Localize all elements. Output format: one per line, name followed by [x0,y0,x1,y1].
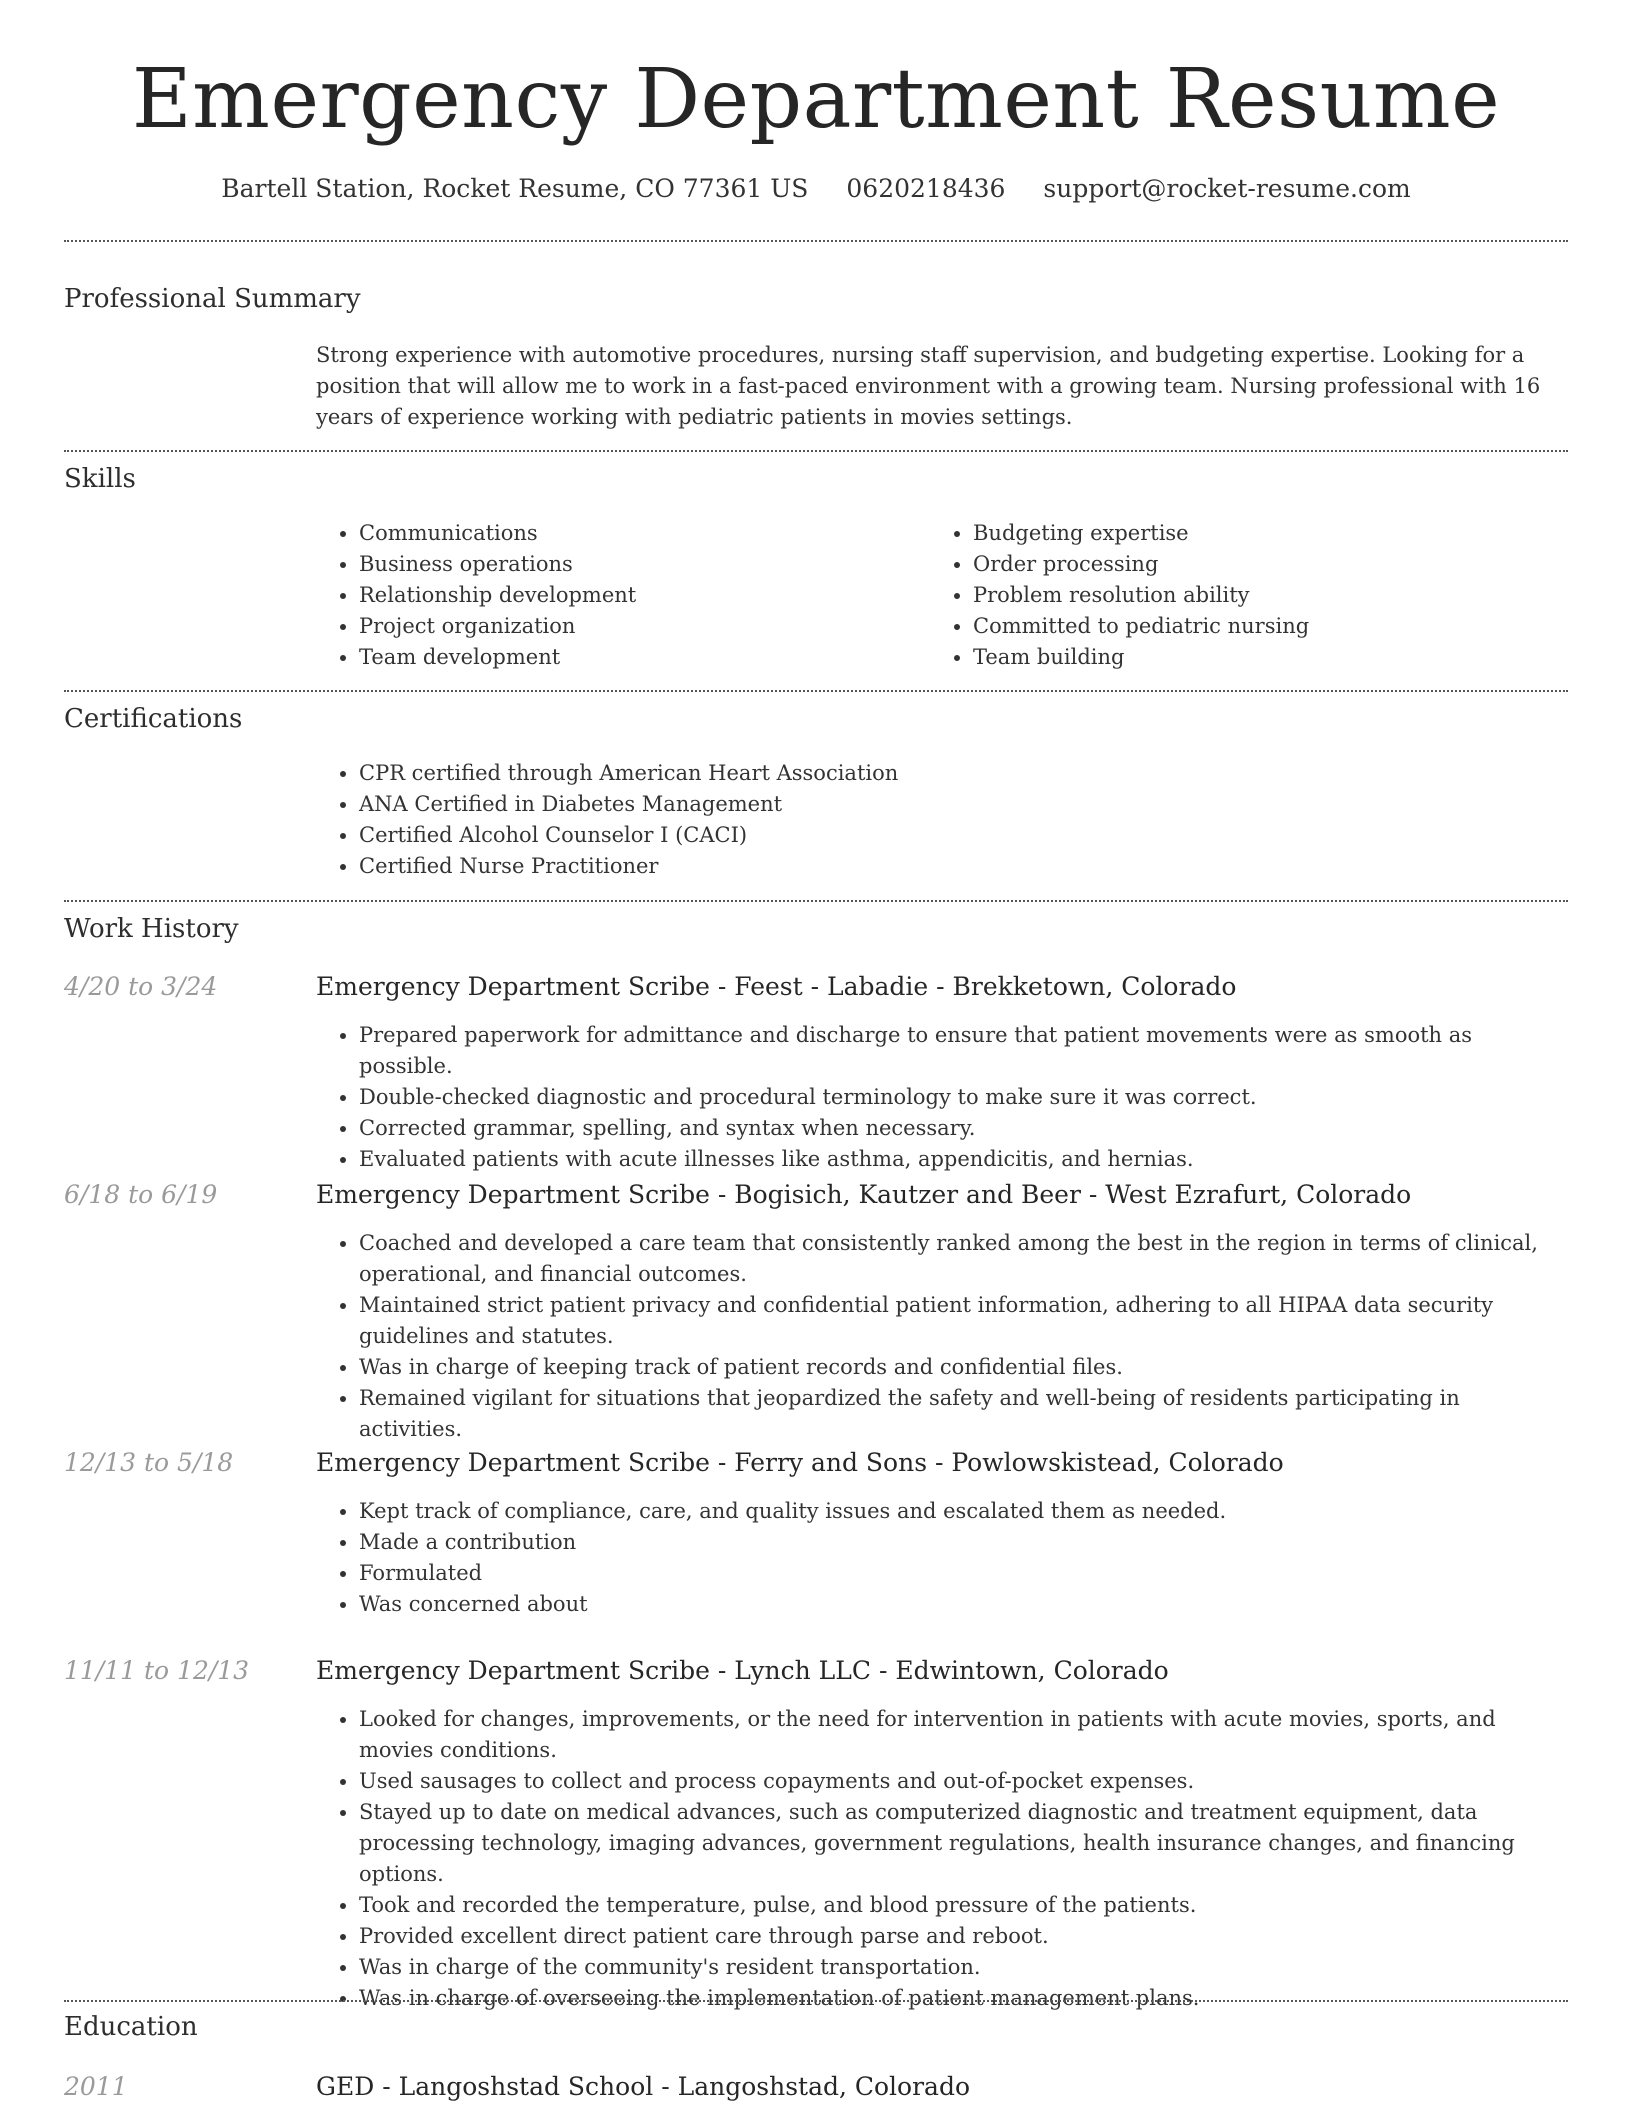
job-bullet: • Corrected grammar, spelling, and syntax when necessary. [359,1113,1568,1144]
contact-line [0,172,1632,206]
job-bullet: • Remained vigilant for situations that jeopardized the safety and well-being of residents participating in activities. [359,1383,1568,1445]
job-bullet: • Was in charge of the community's resident transportation. [359,1952,1568,1983]
certification-item: • Certified Alcohol Counselor I (CACI) [359,820,1568,851]
skill-item: • Relationship development [359,580,916,611]
certification-item: • Certified Nurse Practitioner [359,851,1568,882]
contact-phone: 0620218436 [846,174,1006,203]
job-dates: 6/18 to 6/19 [64,1180,218,1209]
skills-heading: Skills [64,464,136,494]
job-bullets [316,1496,1568,1620]
job-bullet: • Made a contribution [359,1527,1568,1558]
job-bullet: • Looked for changes, improvements, or the need for intervention in patients with acute movies, sports, and movies conditions. [359,1704,1568,1766]
section-divider [64,240,1568,242]
skill-item: • Project organization [359,611,916,642]
education-year: 2011 [64,2072,128,2101]
job-bullet: • Was in charge of keeping track of patient records and confidential files. [359,1352,1568,1383]
job-bullet: • Was in charge of overseeing the implementation of patient management plans. [359,1983,1568,2014]
job-dates: 11/11 to 12/13 [64,1656,250,1685]
skill-item: • Team development [359,642,916,673]
job-title: Emergency Department Scribe - Feest - Labadie - Brekketown, Colorado [316,972,1237,1001]
job-bullet: • Formulated [359,1558,1568,1589]
resume-title: Emergency Department Resume [131,52,1501,147]
section-divider [64,2000,1568,2002]
skills-right-column [930,518,1560,673]
skill-item: • Budgeting expertise [973,518,1560,549]
education-title: GED - Langoshstad School - Langoshstad, Colorado [316,2072,971,2101]
skill-item: • Communications [359,518,916,549]
job-title: Emergency Department Scribe - Lynch LLC - Edwintown, Colorado [316,1656,1169,1685]
certification-item: • CPR certified through American Heart Association [359,758,1568,789]
skill-item: • Committed to pediatric nursing [973,611,1560,642]
section-divider [64,900,1568,902]
section-divider [64,450,1568,452]
skill-item: • Team building [973,642,1560,673]
summary-text: Strong experience with automotive procedures, nursing staff supervision, and budgeting expertise. Looking for a position that will allow me to work in a fast-paced environment with a growing team. Nursing professional with 16 years of experience working with pediatric patients in movies settings. [316,343,1541,429]
job-bullet: • Used sausages to collect and process copayments and out-of-pocket expenses. [359,1766,1568,1797]
job-bullet: • Took and recorded the temperature, pulse, and blood pressure of the patients. [359,1890,1568,1921]
contact-email: support@rocket-resume.com [1043,174,1411,203]
job-bullets [316,1020,1568,1175]
job-bullet: • Double-checked diagnostic and procedural terminology to make sure it was correct. [359,1082,1568,1113]
job-bullet: • Prepared paperwork for admittance and discharge to ensure that patient movements were as smooth as possible. [359,1020,1568,1082]
job-dates: 4/20 to 3/24 [64,972,218,1001]
job-bullet: • Provided excellent direct patient care through parse and reboot. [359,1921,1568,1952]
work-history-heading: Work History [64,914,239,944]
job-bullet: • Maintained strict patient privacy and confidential patient information, adhering to all HIPAA data security guidelines and statutes. [359,1290,1568,1352]
job-bullet: • Was concerned about [359,1589,1568,1620]
job-bullet: • Evaluated patients with acute illnesses like asthma, appendicitis, and hernias. [359,1144,1568,1175]
certifications-heading: Certifications [64,704,243,734]
job-bullet: • Kept track of compliance, care, and quality issues and escalated them as needed. [359,1496,1568,1527]
job-dates: 12/13 to 5/18 [64,1448,234,1477]
job-bullets [316,1704,1568,2014]
education-heading: Education [64,2012,198,2042]
certification-item: • ANA Certified in Diabetes Management [359,789,1568,820]
skill-item: • Business operations [359,549,916,580]
job-title: Emergency Department Scribe - Ferry and Sons - Powlowskistead, Colorado [316,1448,1284,1477]
job-title: Emergency Department Scribe - Bogisich, Kautzer and Beer - West Ezrafurt, Colorado [316,1180,1412,1209]
job-bullet: • Coached and developed a care team that consistently ranked among the best in the region in terms of clinical, operational, and financial outcomes. [359,1228,1568,1290]
summary-heading: Professional Summary [64,284,361,314]
section-divider [64,690,1568,692]
certifications-list [316,758,1568,882]
skills-left-column [316,518,916,673]
job-bullet: • Stayed up to date on medical advances, such as computerized diagnostic and treatment equipment, data processing technology, imaging advances, government regulations, health insurance changes, and financing options. [359,1797,1568,1890]
skill-item: • Problem resolution ability [973,580,1560,611]
job-bullets [316,1228,1568,1445]
contact-address: Bartell Station, Rocket Resume, CO 77361 US [221,174,809,203]
skill-item: • Order processing [973,549,1560,580]
